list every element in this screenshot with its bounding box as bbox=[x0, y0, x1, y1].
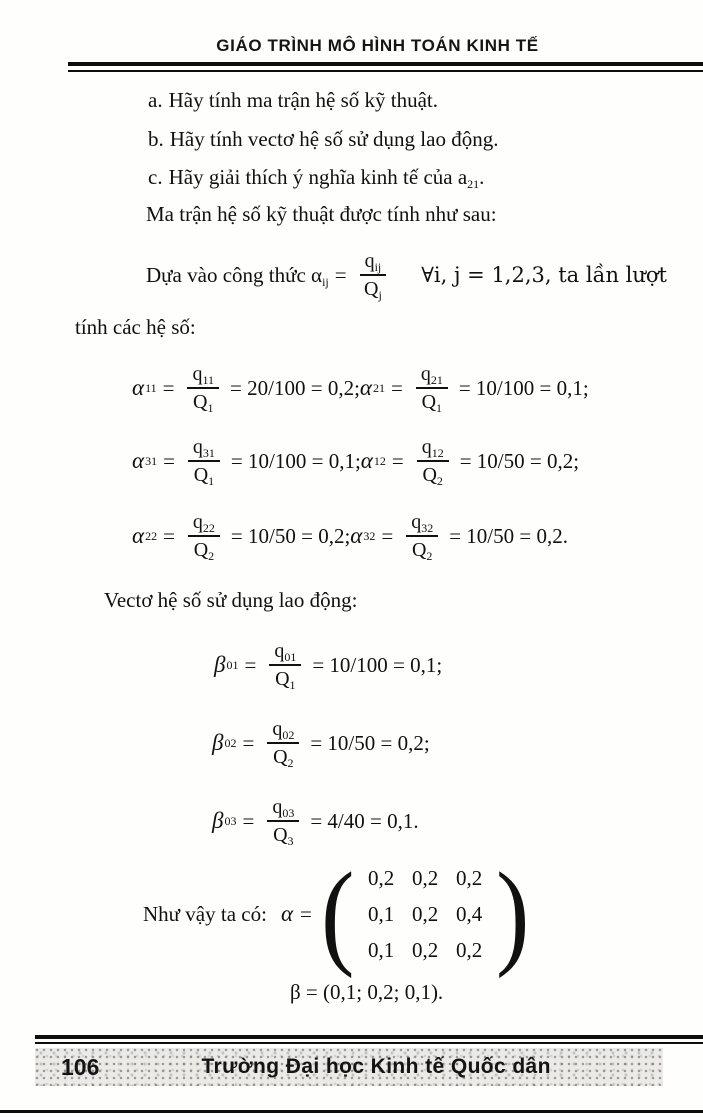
alpha-symbol: α bbox=[360, 448, 373, 473]
footer-double-rule bbox=[35, 1035, 703, 1044]
fraction-denominator bbox=[273, 744, 293, 769]
denominator-base: Q bbox=[421, 390, 437, 413]
matrix-cell: 0,2 bbox=[412, 937, 439, 962]
numerator-base: q bbox=[272, 795, 283, 818]
fraction-denominator bbox=[422, 389, 442, 414]
numerator-base: q bbox=[272, 717, 283, 740]
header-double-rule bbox=[68, 62, 703, 72]
formula-fraction bbox=[360, 250, 387, 301]
item-b-text: Hãy tính vectơ hệ số sử dụng lao động. bbox=[169, 127, 499, 151]
fraction-numerator bbox=[187, 363, 219, 389]
exercise-item-b bbox=[148, 127, 498, 152]
alpha-symbol: α bbox=[132, 448, 145, 473]
numerator-subscript: 03 bbox=[282, 805, 295, 820]
alpha-result: = 10/100 = 0,1; bbox=[230, 448, 361, 473]
item-c-text-end: . bbox=[479, 165, 485, 189]
fraction-numerator bbox=[416, 363, 448, 389]
item-c-subscript: 21 bbox=[467, 177, 480, 191]
beta-equation-row-3: β 03 = $\frac{q_{03}}{Q_3}$ = 4/40 = 0,1. bbox=[212, 795, 419, 848]
numerator-subscript: 11 bbox=[202, 372, 215, 387]
alpha-symbol: α bbox=[132, 375, 145, 400]
numerator-base: q bbox=[411, 510, 422, 533]
alpha-result: = 10/50 = 0,2. bbox=[449, 523, 568, 548]
matrix-cell: 0,2 bbox=[368, 865, 395, 890]
denominator-base: Q bbox=[411, 538, 427, 561]
equals-sign: = bbox=[391, 448, 404, 473]
alpha-symbol: α bbox=[350, 523, 363, 548]
matrix-cell: 0,2 bbox=[456, 937, 483, 962]
matrix-right-paren: ) bbox=[496, 847, 530, 979]
page-number: 106 bbox=[61, 1053, 100, 1080]
fraction-denominator bbox=[273, 822, 293, 847]
denominator-subscript: 1 bbox=[207, 400, 214, 415]
formula-lead-text: Dựa vào công thức α bbox=[146, 262, 323, 287]
fraction-numerator bbox=[188, 436, 220, 462]
numerator-base: q bbox=[420, 362, 431, 385]
alpha-result: = 10/100 = 0,1; bbox=[458, 375, 589, 400]
denominator-subscript: 1 bbox=[436, 400, 443, 415]
numerator-base: q bbox=[274, 639, 285, 662]
fraction-denominator bbox=[422, 462, 442, 487]
formula-condition: ∀i, j = 1,2,3, ta lần lượt bbox=[421, 263, 667, 287]
header-rule-thick bbox=[68, 62, 703, 66]
matrix-cell: 0,4 bbox=[456, 901, 483, 926]
equals-sign: = bbox=[334, 262, 347, 287]
fraction-denominator bbox=[275, 666, 295, 691]
beta-vector-line: β = (0,1; 0,2; 0,1). bbox=[290, 980, 444, 1004]
fraction-numerator bbox=[406, 511, 438, 537]
alpha-symbol: α bbox=[280, 901, 294, 926]
beta-equation-row-1: β 01 = $\frac{q_{01}}{Q_1}$ = 10/100 = 0,1; bbox=[214, 639, 443, 692]
beta-equation-row-2: β 02 = $\frac{q_{02}}{Q_2}$ = 10/50 = 0,2; bbox=[212, 717, 430, 770]
equals-sign: = bbox=[381, 523, 394, 548]
numerator-base: q bbox=[192, 435, 203, 458]
beta-result: = 10/50 = 0,2; bbox=[310, 730, 430, 755]
matrix-cell: 0,1 bbox=[368, 901, 395, 926]
alpha-fraction bbox=[406, 511, 438, 562]
alpha-symbol: α bbox=[359, 375, 372, 400]
beta-symbol: β bbox=[212, 730, 224, 755]
alpha-fraction bbox=[417, 436, 449, 487]
denominator-base: Q bbox=[275, 667, 290, 690]
numerator-base: q bbox=[364, 249, 375, 272]
denominator-subscript: 2 bbox=[426, 548, 433, 563]
numerator-base: q bbox=[421, 435, 432, 458]
beta-fraction bbox=[269, 640, 301, 691]
beta-fraction bbox=[267, 718, 299, 769]
item-c-text: Hãy giải thích ý nghĩa kinh tế của a bbox=[168, 165, 468, 189]
alpha-equation-row-2: α 31 = $\frac{q_{31}}{Q_1}$ = 10/100 = 0,1; α 12 = $\frac{q_{12}}{Q_2}$ = 10/50 = 0,2; bbox=[132, 435, 580, 488]
matrix-cell: 0,1 bbox=[368, 937, 395, 962]
fraction-numerator bbox=[269, 640, 301, 666]
item-c-marker: c. bbox=[148, 165, 163, 189]
beta-symbol: β bbox=[214, 652, 226, 677]
denominator-base: Q bbox=[193, 390, 208, 413]
beta-symbol: β bbox=[212, 808, 224, 833]
matrix-left-paren: ( bbox=[320, 847, 355, 979]
numerator-subscript: 21 bbox=[430, 372, 443, 387]
fraction-denominator bbox=[364, 276, 382, 301]
beta-result: = 10/100 = 0,1; bbox=[312, 652, 443, 677]
item-a-text: Hãy tính ma trận hệ số kỹ thuật. bbox=[168, 88, 439, 112]
denominator-base: Q bbox=[193, 463, 209, 486]
numerator-subscript: 12 bbox=[431, 445, 444, 460]
formula-lead bbox=[146, 263, 329, 288]
numerator-base: q bbox=[192, 362, 203, 385]
fraction-numerator bbox=[267, 718, 299, 744]
denominator-subscript: 2 bbox=[287, 755, 294, 770]
equals-sign: = bbox=[244, 652, 257, 677]
denominator-base: Q bbox=[273, 745, 288, 768]
numerator-subscript: 02 bbox=[282, 727, 295, 742]
matrix-cell: 0,2 bbox=[412, 901, 439, 926]
header-rule-thin bbox=[68, 70, 703, 72]
alpha-equation-row-3: α 22 = $\frac{q_{22}}{Q_2}$ = 10/50 = 0,2; α 32 = $\frac{q_{32}}{Q_2}$ = 10/50 = 0,2. bbox=[132, 510, 568, 563]
fraction-denominator bbox=[412, 537, 432, 562]
beta-fraction bbox=[267, 796, 299, 847]
equals-sign: = bbox=[163, 448, 175, 473]
fraction-numerator bbox=[417, 436, 449, 462]
matrix-cell: 0,2 bbox=[456, 865, 483, 890]
alpha-result: = 10/50 = 0,2; bbox=[230, 523, 351, 548]
page-bottom-rule bbox=[0, 1110, 703, 1113]
alpha-fraction bbox=[188, 436, 220, 487]
fraction-denominator bbox=[194, 462, 214, 487]
alpha-result: = 20/100 = 0,2; bbox=[230, 375, 360, 400]
fraction-numerator bbox=[267, 796, 299, 822]
matrix-cell: 0,2 bbox=[412, 865, 439, 890]
denominator-subscript: 1 bbox=[289, 677, 296, 692]
denominator-base: Q bbox=[364, 277, 379, 300]
footer-rule-thick bbox=[35, 1035, 703, 1039]
equals-sign: = bbox=[242, 808, 255, 833]
formula-lead-subscript: ij bbox=[322, 274, 329, 289]
denominator-base: Q bbox=[193, 538, 209, 561]
fraction-numerator bbox=[188, 511, 220, 537]
alpha-fraction bbox=[416, 363, 448, 414]
formula-line2: tính các hệ số: bbox=[75, 315, 196, 339]
exercise-item-c bbox=[148, 165, 484, 190]
alpha-symbol: α bbox=[132, 523, 145, 548]
numerator-subscript: 01 bbox=[284, 649, 297, 664]
alpha-fraction bbox=[188, 511, 220, 562]
denominator-subscript: j bbox=[378, 287, 382, 302]
alpha-fraction bbox=[187, 363, 219, 414]
alpha-result: = 10/50 = 0,2; bbox=[459, 448, 580, 473]
denominator-subscript: 3 bbox=[287, 833, 294, 848]
equals-sign: = bbox=[390, 375, 403, 400]
equals-sign: = bbox=[162, 375, 175, 400]
vector-section-label: Vectơ hệ số sử dụng lao động: bbox=[104, 588, 358, 612]
alpha-equation-row-1: α 11 = $\frac{q_{11}}{Q_1}$ = 20/100 = 0,2; α 21 = $\frac{q_{21}}{Q_1}$ = 10/100 = 0,1; bbox=[132, 362, 589, 415]
page-header-title: GIÁO TRÌNH MÔ HÌNH TOÁN KINH TẾ bbox=[216, 36, 539, 55]
footer-band bbox=[35, 1048, 663, 1086]
denominator-subscript: 2 bbox=[208, 548, 215, 563]
beta-result: = 4/40 = 0,1. bbox=[310, 808, 419, 833]
denominator-subscript: 2 bbox=[436, 473, 443, 488]
fraction-numerator bbox=[360, 250, 387, 276]
footer-rule-thin bbox=[35, 1042, 703, 1044]
item-b-marker: b. bbox=[148, 127, 164, 151]
conclusion-lead: Như vậy ta có: bbox=[143, 901, 267, 926]
conclusion-matrix-row bbox=[143, 847, 532, 979]
denominator-base: Q bbox=[422, 463, 437, 486]
denominator-base: Q bbox=[273, 823, 288, 846]
alpha-matrix bbox=[359, 866, 491, 963]
numerator-subscript: ij bbox=[374, 259, 382, 274]
numerator-subscript: 32 bbox=[421, 520, 434, 535]
paragraph-matrix-intro: Ma trận hệ số kỹ thuật được tính như sau: bbox=[146, 202, 497, 226]
fraction-denominator bbox=[194, 537, 214, 562]
numerator-subscript: 31 bbox=[202, 445, 215, 460]
formula-definition bbox=[146, 243, 667, 307]
denominator-subscript: 1 bbox=[208, 473, 215, 488]
exercise-item-a bbox=[148, 88, 438, 113]
publisher-name: Trường Đại học Kinh tế Quốc dân bbox=[201, 1055, 551, 1078]
equals-sign: = bbox=[300, 901, 312, 926]
fraction-denominator bbox=[193, 389, 213, 414]
item-a-marker: a. bbox=[148, 88, 163, 112]
numerator-subscript: 22 bbox=[202, 520, 215, 535]
numerator-base: q bbox=[192, 510, 203, 533]
equals-sign: = bbox=[163, 523, 175, 548]
equals-sign: = bbox=[242, 730, 255, 755]
